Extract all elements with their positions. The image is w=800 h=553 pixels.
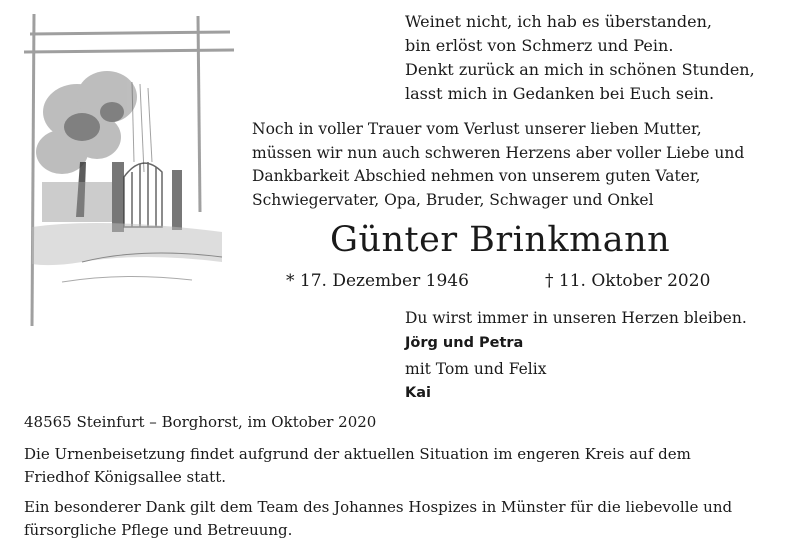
burial-note-line: Die Urnenbeisetzung findet aufgrund der aktuellen Situation im engeren Kreis auf dem: [24, 445, 691, 463]
poem-line: lasst mich in Gedanken bei Euch sein.: [405, 84, 715, 103]
intro-line: Dankbarkeit Abschied nehmen von unserem guten Vater,: [252, 167, 701, 185]
garden-gate-drawing-icon: [22, 12, 236, 330]
poem-line: Denkt zurück an mich in schönen Stunden,: [405, 60, 755, 79]
intro-line: Schwiegervater, Opa, Bruder, Schwager und Onkel: [252, 190, 654, 209]
death-date: † 11. Oktober 2020: [545, 271, 711, 291]
birth-date: * 17. Dezember 1946: [286, 271, 469, 291]
intro-line: müssen wir nun auch schweren Herzens aber voller Liebe und: [252, 143, 745, 162]
intro-text: [252, 118, 787, 212]
deceased-name: Günter Brinkmann: [330, 220, 671, 260]
place-date: 48565 Steinfurt – Borghorst, im Oktober 2020: [24, 413, 377, 431]
mourner-name: Kai: [405, 385, 431, 401]
mourner-name: Jörg und Petra: [405, 335, 524, 351]
motto: Du wirst immer in unseren Herzen bleiben.: [405, 309, 747, 327]
intro-line: Noch in voller Trauer vom Verlust unserer lieben Mutter,: [252, 120, 702, 138]
poem-line: Weinet nicht, ich hab es überstanden,: [405, 12, 712, 31]
thanks-note-line: fürsorgliche Pflege und Betreuung.: [24, 521, 293, 539]
burial-note-line: Friedhof Königsallee statt.: [24, 468, 227, 486]
thanks-note: [24, 496, 777, 542]
burial-note: [24, 443, 777, 489]
poem: [405, 10, 785, 106]
mourner-sub: mit Tom und Felix: [405, 360, 547, 378]
thanks-note-line: Ein besonderer Dank gilt dem Team des Johannes Hospizes in Münster für die liebevolle und: [24, 498, 733, 516]
poem-line: bin erlöst von Schmerz und Pein.: [405, 36, 674, 55]
